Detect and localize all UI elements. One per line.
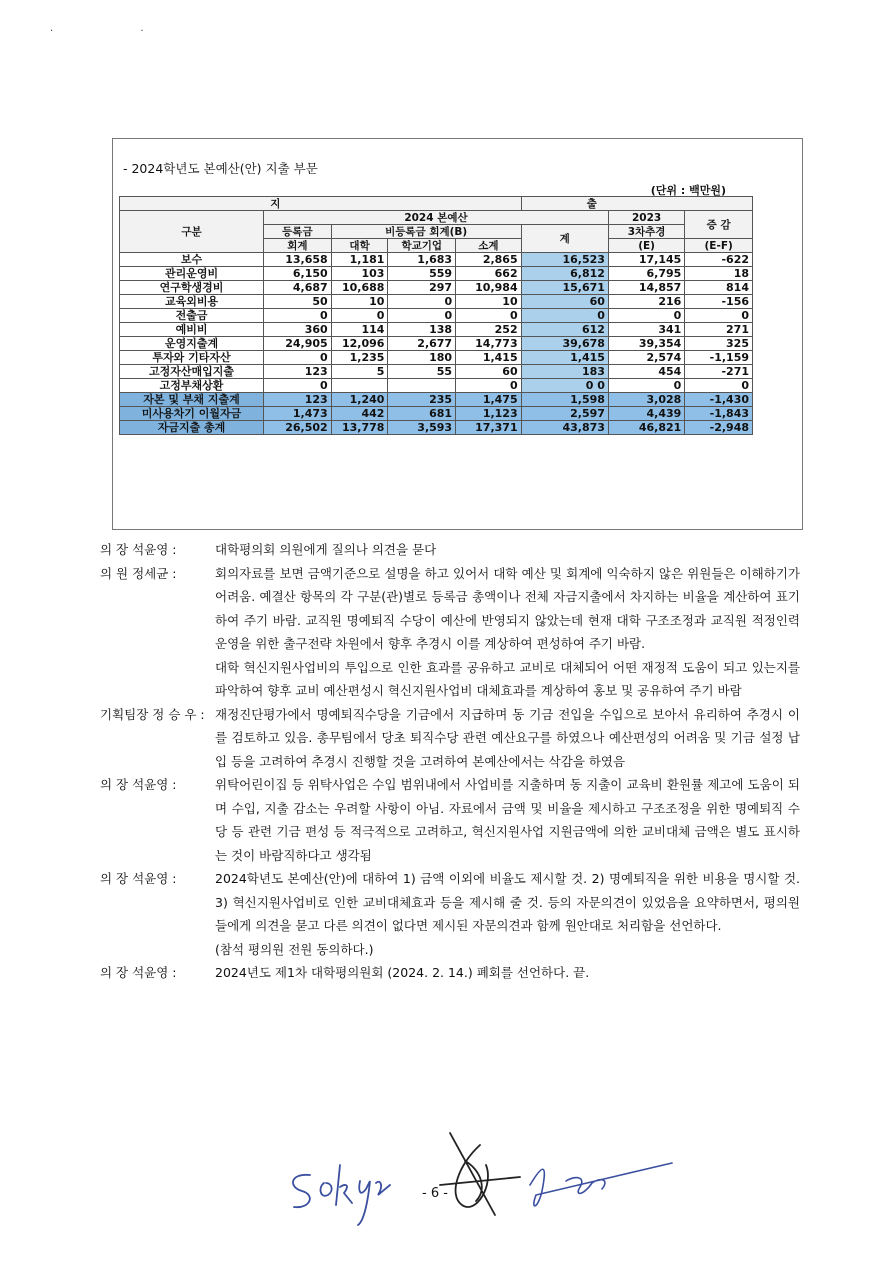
statement: 대학 혁신지원사업비의 투입으로 인한 효과를 공유하고 교비로 대체되어 어떤 재정적 도움이 되고 있는지를 파악하여 향후 교비 예산편성시 혁신지원사업비 대체효과를 계상하여 홍보 및 공유하여 주기 바람	[215, 659, 800, 698]
cell-university: 114	[331, 323, 388, 337]
cell-school-corp	[388, 379, 456, 393]
table-banner	[120, 197, 753, 211]
signature-area	[280, 1125, 700, 1235]
cell-total: 15,671	[521, 281, 608, 295]
cell-subtotal: 252	[456, 323, 522, 337]
cell-tuition: 26,502	[264, 421, 332, 435]
table-row-investment	[120, 351, 753, 365]
table-row-fixed-assets	[120, 365, 753, 379]
header-school-corp: 학교기업	[388, 239, 456, 253]
cell-est-2023: 2,574	[608, 351, 684, 365]
speaker: 의 장 석윤영 :	[100, 871, 177, 886]
cell-subtotal: 2,865	[456, 253, 522, 267]
table-row-debt-repayment	[120, 379, 753, 393]
cell-subtotal: 10	[456, 295, 522, 309]
statement: 재정진단평가에서 명예퇴직수당을 기금에서 지급하며 동 기금 전입을 수입으로 보아서 유리하여 추경시 이를 검토하고 있음. 총무팀에서 당초 퇴직수당 관련 예산요구를 하였으나 예산편성의 어려움 및 기금 설정 납입 등을 고려하여 추경시 진행할 것을 고려하여 본예산에서는 삭감을 하였음	[215, 706, 800, 769]
cell-change: -622	[685, 253, 753, 267]
row-label: 미사용차기 이월자금	[120, 407, 264, 421]
cell-change: 18	[685, 267, 753, 281]
header-category: 구분	[120, 211, 264, 253]
cell-school-corp: 0	[388, 309, 456, 323]
speaker: 의 장 석윤영 :	[100, 965, 177, 980]
minutes-entry	[100, 867, 800, 938]
cell-university: 10,688	[331, 281, 388, 295]
cell-subtotal: 0	[456, 379, 522, 393]
cell-university: 0	[331, 309, 388, 323]
cell-subtotal: 1,123	[456, 407, 522, 421]
statement: (참석 평의원 전원 동의하다.)	[215, 941, 374, 957]
statement: 2024년도 제1차 대학평의원회 (2024. 2. 14.) 폐회를 선언하다. 끝.	[215, 965, 590, 980]
row-label: 전출금	[120, 309, 264, 323]
row-label: 운영지출계	[120, 337, 264, 351]
cell-est-2023: 454	[608, 365, 684, 379]
cell-total: 0	[521, 309, 608, 323]
row-label: 연구학생경비	[120, 281, 264, 295]
speaker	[100, 938, 215, 962]
unit-label: (단위 : 백만원)	[650, 184, 726, 197]
table-row-capital-total	[120, 393, 753, 407]
header-budget-2024: 2024 본예산	[264, 211, 609, 225]
minutes-entry	[100, 773, 800, 867]
cell-change: 325	[685, 337, 753, 351]
cell-tuition: 13,658	[264, 253, 332, 267]
statement: 위탁어린이집 등 위탁사업은 수입 범위내에서 사업비를 지출하며 동 지출이 교육비 환원률 제고에 도움이 되며 수입, 지출 감소는 우려할 사항이 아님. 자료에서 금액 및 비율을 제시하고 구조조정을 위한 명예퇴직 수당 등 관련 기금 편성 등 적극적으로 고려하고, 혁신지원사업 지원금액에 의한 교비대체 금액은 별도 표시하는 것이 바람직하다고 생각됨	[215, 777, 800, 863]
cell-university: 13,778	[331, 421, 388, 435]
cell-school-corp: 297	[388, 281, 456, 295]
header-row-1	[120, 211, 753, 225]
cell-university: 1,235	[331, 351, 388, 365]
speaker: 기획팀장 정 승 우 :	[100, 706, 205, 722]
statement: 대학평의회 의원에게 질의나 의견을 묻다	[215, 542, 437, 557]
cell-tuition: 1,473	[264, 407, 332, 421]
cell-change: 0	[685, 309, 753, 323]
speaker: 의 원 정세균 :	[100, 565, 177, 581]
header-tuition-account: 회계	[264, 239, 332, 253]
table-row-operating-total	[120, 337, 753, 351]
cell-est-2023: 3,028	[608, 393, 684, 407]
cell-subtotal: 1,475	[456, 393, 522, 407]
cell-university: 103	[331, 267, 388, 281]
cell-tuition: 123	[264, 365, 332, 379]
header-est-2023-year: 2023	[608, 211, 684, 225]
cell-total: 6,812	[521, 267, 608, 281]
table-row-reserve	[120, 323, 753, 337]
cell-subtotal: 10,984	[456, 281, 522, 295]
cell-est-2023: 17,145	[608, 253, 684, 267]
row-label: 보수	[120, 253, 264, 267]
cell-est-2023: 341	[608, 323, 684, 337]
cell-school-corp: 681	[388, 407, 456, 421]
statement: 회의자료를 보면 금액기준으로 설명을 하고 있어서 대학 예산 및 회계에 익숙하지 않은 위원들은 이해하기가 어려움. 예결산 항목의 각 구분(관)별로 등록금 총액이나 전체 자금지출에서 차지하는 비율을 계산하여 표기하여 주기 바람. 교직원 명예퇴직 수당이 예산에 반영되지 않았는데 현재 대학 구조조정과 교직원 적정인력 운영을 위한 출구전략 차원에서 향후 추경시 이를 계상하여 편성하여 주기 바람.	[215, 565, 800, 651]
cell-school-corp: 2,677	[388, 337, 456, 351]
cell-school-corp: 138	[388, 323, 456, 337]
signature-left	[293, 1165, 390, 1225]
speaker: 의 장 석윤영 :	[100, 777, 177, 792]
row-label: 자본 및 부채 지출계	[120, 393, 264, 407]
cell-university: 5	[331, 365, 388, 379]
cell-change: -2,948	[685, 421, 753, 435]
cell-tuition: 50	[264, 295, 332, 309]
header-subtotal: 소계	[456, 239, 522, 253]
cell-subtotal: 17,371	[456, 421, 522, 435]
signature-right	[530, 1163, 672, 1206]
cell-school-corp: 559	[388, 267, 456, 281]
row-label: 투자와 기타자산	[120, 351, 264, 365]
minutes-entry	[100, 656, 800, 703]
table-row-salary	[120, 253, 753, 267]
statement: 2024학년도 본예산(안)에 대하여 1) 금액 이외에 비율도 제시할 것. 2) 명예퇴직을 위한 비용을 명시할 것. 3) 혁신지원사업비로 인한 교비대체효과 등을 제시해 줄 것. 등의 자문의견이 있었음을 요약하면서, 평의원들에게 의견을 묻고 다른 의견이 없다면 제시된 자문의견과 함께 원안대로 처리함을 선언하다.	[215, 871, 800, 933]
cell-subtotal: 662	[456, 267, 522, 281]
cell-change: -1,430	[685, 393, 753, 407]
scan-specks: · ·	[50, 26, 186, 37]
cell-est-2023: 39,354	[608, 337, 684, 351]
speaker: 의 장 석윤영 :	[100, 542, 177, 557]
cell-total: 2,597	[521, 407, 608, 421]
cell-total: 612	[521, 323, 608, 337]
cell-change: -156	[685, 295, 753, 309]
cell-university: 1,181	[331, 253, 388, 267]
signature-center	[440, 1133, 520, 1215]
cell-school-corp: 0	[388, 295, 456, 309]
cell-subtotal: 60	[456, 365, 522, 379]
cell-total: 43,873	[521, 421, 608, 435]
cell-total: 0 0	[521, 379, 608, 393]
table-row-carryover	[120, 407, 753, 421]
row-label: 고정부채상환	[120, 379, 264, 393]
header-change-formula: (E-F)	[685, 239, 753, 253]
cell-change: -271	[685, 365, 753, 379]
cell-total: 183	[521, 365, 608, 379]
page-number: - 6 -	[422, 1186, 448, 1201]
cell-university	[331, 379, 388, 393]
cell-subtotal: 0	[456, 309, 522, 323]
cell-change: -1,159	[685, 351, 753, 365]
cell-tuition: 24,905	[264, 337, 332, 351]
table-row-transfer	[120, 309, 753, 323]
minutes-entry	[100, 938, 800, 962]
budget-panel	[112, 138, 803, 530]
cell-change: -1,843	[685, 407, 753, 421]
cell-university: 442	[331, 407, 388, 421]
cell-est-2023: 216	[608, 295, 684, 309]
minutes-entry	[100, 562, 800, 656]
table-row-grand-total	[120, 421, 753, 435]
cell-school-corp: 3,593	[388, 421, 456, 435]
minutes-entry	[100, 538, 800, 562]
speaker	[100, 656, 215, 703]
cell-est-2023: 6,795	[608, 267, 684, 281]
header-change: 증 감	[685, 211, 753, 239]
header-university: 대학	[331, 239, 388, 253]
row-label: 고정자산매입지출	[120, 365, 264, 379]
cell-tuition: 6,150	[264, 267, 332, 281]
cell-total: 1,415	[521, 351, 608, 365]
table-row-admin	[120, 267, 753, 281]
header-tuition: 등록금	[264, 225, 332, 239]
cell-est-2023: 4,439	[608, 407, 684, 421]
table-row-research	[120, 281, 753, 295]
minutes-entry	[100, 703, 800, 774]
cell-university: 10	[331, 295, 388, 309]
banner-right: 출	[521, 197, 752, 211]
cell-school-corp: 55	[388, 365, 456, 379]
row-label: 교육외비용	[120, 295, 264, 309]
header-est-2023-code: (E)	[608, 239, 684, 253]
cell-school-corp: 180	[388, 351, 456, 365]
signatures-drawing	[280, 1125, 700, 1235]
banner-left: 지	[120, 197, 522, 211]
cell-subtotal: 1,415	[456, 351, 522, 365]
cell-university: 12,096	[331, 337, 388, 351]
cell-university: 1,240	[331, 393, 388, 407]
row-label: 예비비	[120, 323, 264, 337]
cell-change: 0	[685, 379, 753, 393]
cell-tuition: 0	[264, 351, 332, 365]
cell-school-corp: 1,683	[388, 253, 456, 267]
budget-table	[119, 196, 753, 435]
cell-tuition: 4,687	[264, 281, 332, 295]
header-total: 계	[521, 225, 608, 253]
cell-school-corp: 235	[388, 393, 456, 407]
cell-est-2023: 0	[608, 309, 684, 323]
cell-est-2023: 0	[608, 379, 684, 393]
row-label: 관리운영비	[120, 267, 264, 281]
cell-total: 60	[521, 295, 608, 309]
panel-title: - 2024학년도 본예산(안) 지출 부문	[123, 161, 318, 176]
cell-tuition: 0	[264, 309, 332, 323]
cell-est-2023: 46,821	[608, 421, 684, 435]
header-est-2023-label: 3차추경	[608, 225, 684, 239]
table-row-nonedu	[120, 295, 753, 309]
cell-tuition: 123	[264, 393, 332, 407]
meeting-minutes	[100, 538, 800, 985]
cell-est-2023: 14,857	[608, 281, 684, 295]
cell-tuition: 360	[264, 323, 332, 337]
cell-total: 1,598	[521, 393, 608, 407]
cell-tuition: 0	[264, 379, 332, 393]
minutes-entry	[100, 961, 800, 985]
header-non-tuition: 비등록금 회계(B)	[331, 225, 521, 239]
cell-change: 271	[685, 323, 753, 337]
row-label: 자금지출 총계	[120, 421, 264, 435]
cell-total: 16,523	[521, 253, 608, 267]
cell-subtotal: 14,773	[456, 337, 522, 351]
cell-total: 39,678	[521, 337, 608, 351]
cell-change: 814	[685, 281, 753, 295]
